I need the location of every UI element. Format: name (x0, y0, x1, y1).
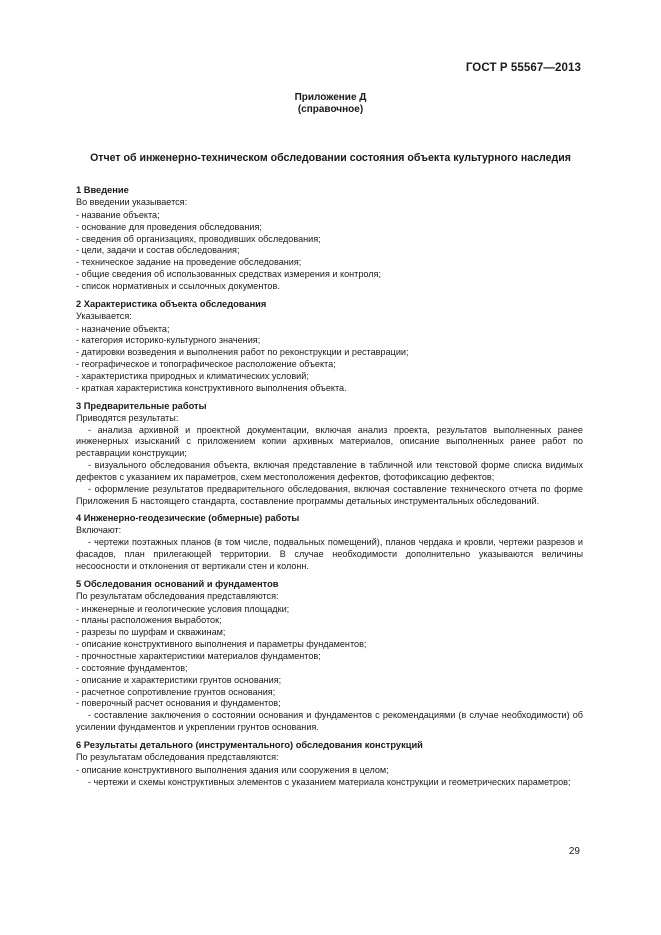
list-item: - инженерные и геологические условия площадки; (76, 603, 290, 614)
list-item: - описание конструктивного выполнения здания или сооружения в целом; (76, 764, 389, 775)
list-item: - техническое задание на проведение обследования; (76, 257, 302, 268)
section-title: 6 Результаты детального (инструментального) обследования конструкций (76, 739, 423, 750)
list-item: - планы расположения выработок; (76, 615, 222, 626)
section-6 (76, 739, 583, 789)
list-item: - краткая характеристика конструктивного выполнения объекта. (76, 382, 347, 393)
page-number: 29 (568, 846, 580, 857)
list-item: - расчетное сопротивление грунтов основания; (76, 686, 276, 697)
section-intro: Приводятся результаты: (76, 412, 179, 423)
annex-title: Приложение Д (294, 92, 367, 103)
list-item: - список нормативных и ссылочных документов. (76, 280, 280, 291)
section-4 (76, 512, 583, 572)
section-3 (76, 400, 583, 508)
section-paragraph: - оформление результатов предварительного обследования, включая составление технического отчета по форме Приложения Б настоящего стандарта, составление программы детальных инструментальных обследований. (76, 483, 583, 506)
section-list (76, 765, 583, 777)
section-title: 1 Введение (76, 185, 129, 195)
section-2 (76, 298, 583, 395)
section-title: 5 Обследования оснований и фундаментов (76, 578, 279, 589)
list-item: - категория историко-культурного значения; (76, 335, 261, 346)
list-item: - сведения об организациях, проводивших обследования; (76, 233, 321, 244)
section-paragraph: - визуального обследования объекта, включая представление в табличной или текстовой форме списка видимых дефектов с указанием их параметров, схем местоположения дефектов, фотофиксацию дефектов; (76, 460, 583, 482)
section-paragraph: - чертежи и схемы конструктивных элементов с указанием материала конструкции и геометрических параметров; (88, 776, 571, 787)
list-item: - поверочный расчет основания и фундаментов; (76, 698, 281, 709)
list-item: - характеристика природных и климатических условий; (76, 370, 309, 381)
standard-code: ГОСТ Р 55567—2013 (465, 62, 581, 74)
list-item: - описание конструктивного выполнения и параметры фундаментов; (76, 639, 367, 650)
section-paragraph: - чертежи поэтажных планов (в том числе, подвальных помещений), планов чердака и кровли, чертежи разрезов и фасадов, план прилегающей территории. В случае необходимости дополнительно указываются величины несоосности и отклонения от вертикали стен и колонн. (76, 537, 583, 571)
section-paragraph: - составление заключения о состоянии основания и фундаментов с рекомендациями (в случае необходимости) об усилении фундаментов и укреплении грунтов основания. (76, 710, 583, 733)
list-item: - прочностные характеристики материалов фундаментов; (76, 651, 321, 661)
section-paragraph: - анализа архивной и проектной документации, включая анализ проекта, результатов выполненных ранее инженерных изысканий с приложением копии архивных материалов, описание выполненных ранее работ по реставрации конструкции; (76, 424, 583, 459)
list-item: - описание и характеристики грунтов основания; (76, 674, 282, 685)
report-title: Отчет об инженерно-техническом обследовании состояния объекта культурного наследия (90, 152, 571, 164)
section-1 (76, 184, 583, 293)
section-title: 4 Инженерно-геодезические (обмерные) работы (76, 513, 300, 524)
section-intro: По результатам обследования представляются: (76, 751, 279, 762)
section-5 (76, 578, 583, 734)
list-item: - назначение объекта; (76, 323, 170, 334)
section-list (76, 210, 583, 293)
list-item: - название объекта; (76, 209, 160, 220)
list-item: - состояние фундаментов; (76, 662, 188, 673)
section-intro: Включают: (76, 525, 122, 536)
section-list (76, 604, 583, 711)
list-item: - общие сведения об использованных средствах измерения и контроля; (76, 269, 381, 280)
section-title: 2 Характеристика объекта обследования (76, 298, 267, 309)
section-title: 3 Предварительные работы (76, 400, 207, 411)
document-body (76, 184, 583, 793)
section-intro: Во введении указывается: (76, 197, 188, 207)
list-item: - географическое и топографическое расположение объекта; (76, 359, 336, 370)
annex-subtitle: (справочное) (297, 104, 364, 115)
section-intro: По результатам обследования представляются: (76, 590, 279, 601)
annex-heading (0, 92, 661, 116)
list-item: - основание для проведения обследования; (76, 221, 262, 232)
list-item: - разрезы по шурфам и скважинам; (76, 627, 226, 638)
section-intro: Указывается: (76, 310, 132, 321)
list-item: - датировки возведения и выполнения работ по реконструкции и реставрации; (76, 347, 409, 358)
list-item: - цели, задачи и состав обследования; (76, 245, 240, 256)
section-list (76, 324, 583, 395)
